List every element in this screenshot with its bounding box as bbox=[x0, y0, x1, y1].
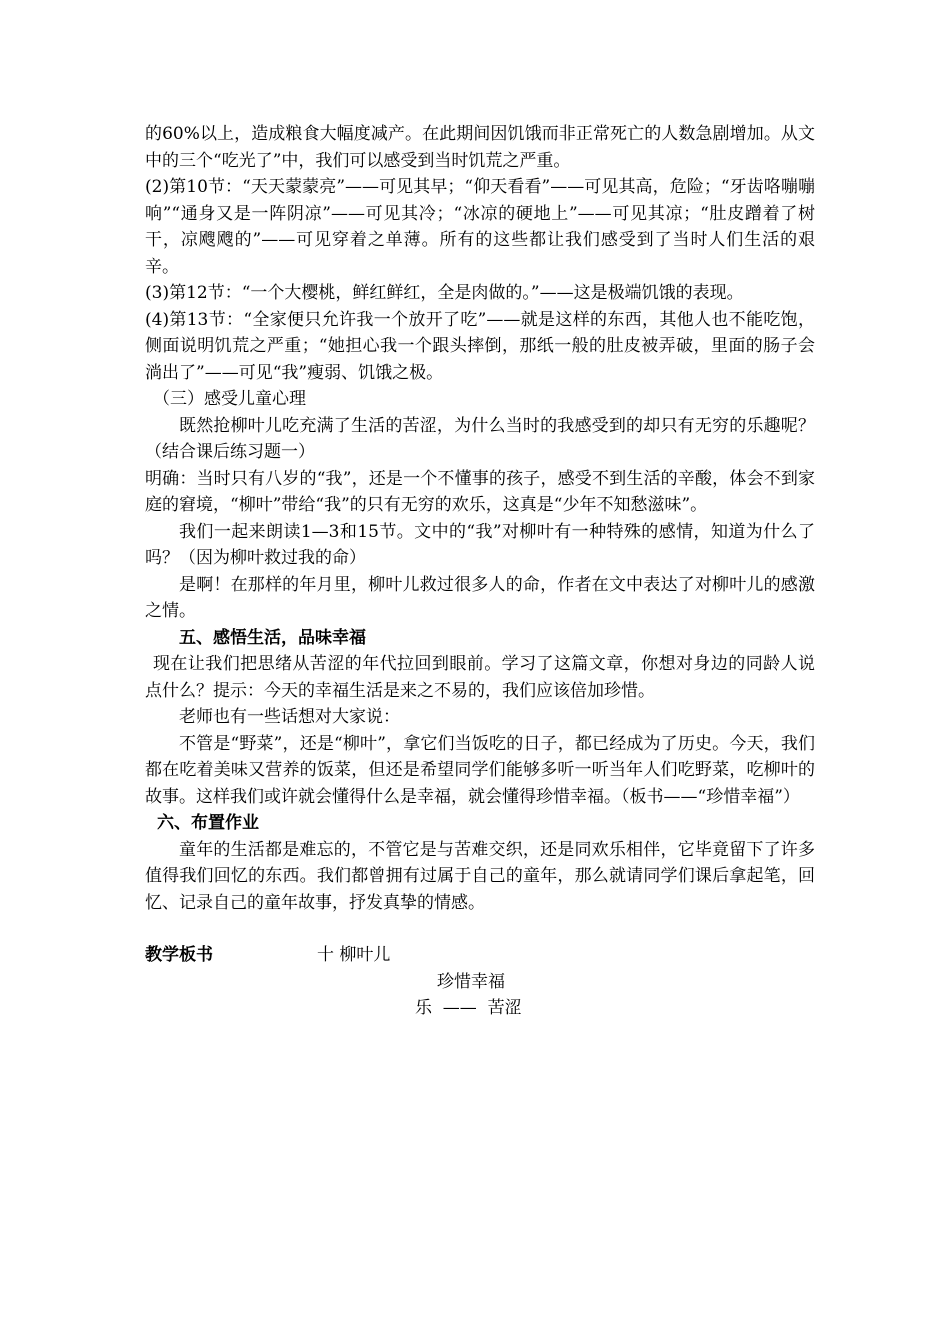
board-title: 十 柳叶儿 bbox=[317, 945, 391, 965]
paragraph-gratitude: 是啊！在那样的年月里，柳叶儿救过很多人的命，作者在文中表达了对柳叶儿的感激之情。 bbox=[145, 574, 815, 621]
paragraph-famine-statistics: 的60%以上，造成粮食大幅度减产。在此期间因饥饿而非正常死亡的人数急剧增加。从文中的三个“吃光了”中，我们可以感受到当时饥荒之严重。 bbox=[145, 124, 815, 171]
board-label: 教学板书 bbox=[145, 945, 213, 965]
blank-line bbox=[145, 916, 815, 942]
subheading-child-psychology: （三）感受儿童心理 bbox=[153, 389, 306, 409]
board-contrast: 乐 —— 苦涩 bbox=[415, 998, 522, 1018]
heading-section-6: 六、布置作业 bbox=[157, 813, 259, 833]
board-row-contrast bbox=[145, 995, 815, 1022]
paragraph-section-10: (2)第10节：“天天蒙蒙亮”——可见其早；“仰天看看”——可见其高，危险；“牙齿咯嘣嘣响”“通身又是一阵阴凉”——可见其冷；“冰凉的硬地上”——可见其凉；“肚皮蹭着了树干，凉飕飕的”——可见穿着之单薄。所有的这些都让我们感受到了当时人们生活的艰辛。 bbox=[145, 177, 815, 277]
paragraph-teacher-words: 老师也有一些话想对大家说： bbox=[179, 707, 400, 727]
paragraph-homework: 童年的生活都是难忘的，不管它是与苦难交织，还是同欢乐相伴，它毕竟留下了许多值得我们回忆的东西。我们都曾拥有过属于自己的童年，那么就请同学们课后拿起笔，回忆、记录自己的童年故事，抒发真挚的情感。 bbox=[145, 839, 815, 913]
board-subtitle: 珍惜幸福 bbox=[437, 971, 505, 992]
paragraph-section-12: (3)第12节：“一个大樱桃，鲜红鲜红，全是肉做的。”——这是极端饥饿的表现。 bbox=[145, 283, 744, 303]
document-page bbox=[145, 121, 815, 1022]
paragraph-answer: 明确：当时只有八岁的“我”，还是一个不懂事的孩子，感受不到生活的辛酸，体会不到家庭的窘境，“柳叶”带给“我”的只有无穷的欢乐，这真是“少年不知愁滋味”。 bbox=[145, 468, 815, 515]
paragraph-cherish-happiness: 不管是“野菜”，还是“柳叶”，拿它们当饭吃的日子，都已经成为了历史。今天，我们都在吃着美味又营养的饭菜，但还是希望同学们能够多听一听当年人们吃野菜，吃柳叶的故事。这样我们或许就会懂得什么是幸福，就会懂得珍惜幸福。（板书——“珍惜幸福”） bbox=[145, 733, 815, 807]
paragraph-question: 既然抢柳叶儿吃充满了生活的苦涩，为什么当时的我感受到的却只有无穷的乐趣呢？（结合课后练习题一） bbox=[145, 415, 815, 462]
paragraph-read-aloud: 我们一起来朗读1—3和15节。文中的“我”对柳叶有一种特殊的感情，知道为什么了吗？（因为柳叶救过我的命） bbox=[145, 521, 815, 568]
board-row-subtitle bbox=[145, 969, 815, 996]
paragraph-section-13: (4)第13节：“全家便只允许我一个放开了吃”——就是这样的东西，其他人也不能吃饱，侧面说明饥荒之严重；“她担心我一个跟头摔倒，那纸一般的肚皮被弄破，里面的肠子会淌出了”——可见“我”瘦弱、饥饿之极。 bbox=[145, 309, 815, 383]
paragraph-return-present: 现在让我们把思绪从苦涩的年代拉回到眼前。学习了这篇文章，你想对身边的同龄人说点什么？提示：今天的幸福生活是来之不易的，我们应该倍加珍惜。 bbox=[145, 654, 815, 701]
heading-section-5: 五、感悟生活，品味幸福 bbox=[179, 627, 366, 648]
board-row-title bbox=[145, 942, 815, 969]
